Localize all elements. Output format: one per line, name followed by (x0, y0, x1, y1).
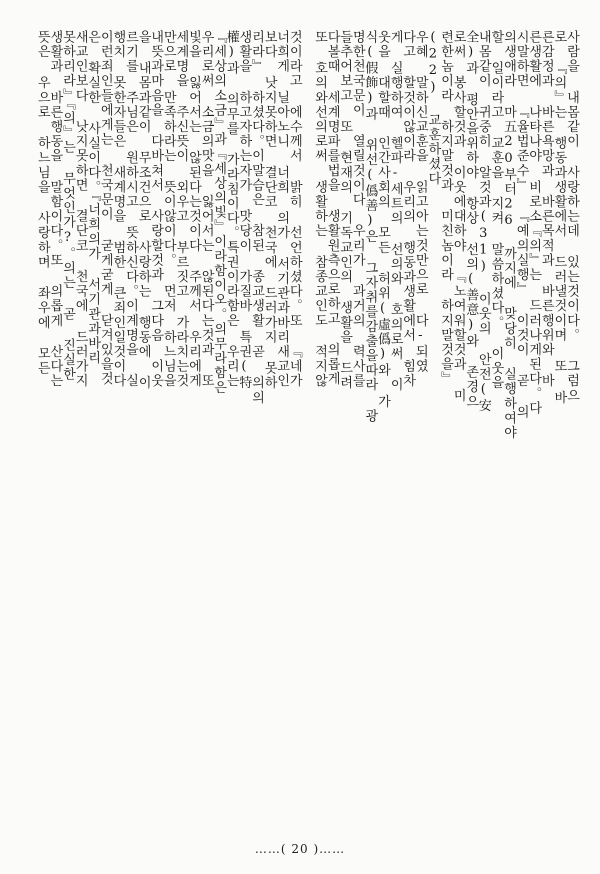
text-column: 너희게 닐아노니 너희 의가 서기관과바리새교인 (274, 30, 290, 389)
text-column: 세계명을 주신뜻이 외우고 부르짓고 가라치는것 (173, 30, 189, 389)
text-column: 을 내몸과같이 무조건으로 사랑하는 행동에 이 (135, 30, 151, 391)
text-column: 명한천국문이 열릴것이다 우리가 과거의 력사를 (349, 30, 365, 389)
text-column: 르기를 주님은 원하시고 뜻하신다。이계명을 실 (123, 30, 138, 389)
text-column: 할 일이라고 교훈을 지켜 말씀하셨다。 이웃을 (488, 30, 504, 391)
text-column: 우리로써 소금의맛을 잃어서는 않된다는것과 또 (198, 30, 214, 389)
text-column: 이런죄인들에게는 천국문이 굳게굳게 닫겨있을것 (97, 30, 113, 387)
text-column: 로 『의』는 행동과생활에서 드러낼것이며 또 바 (551, 30, 567, 405)
text-column: 은 확실한 사실이다。『너희의가 서기관과바리 (85, 30, 101, 366)
text-column: 빛을 잃어서는 않된다는것이다 주께서 우리에게 (186, 30, 201, 389)
text-column: 사람을 내몸같이 사랑하는데 있는것이다。 그럼으 (564, 30, 579, 403)
text-column: 보다 낫지못하면 결단코 천국에 드러가지 못하 (261, 30, 277, 391)
text-column: 행치 못한자들은 새계명을 범한 큰죄인일것이다 (110, 30, 126, 389)
text-column: 다볼때 세계명파를법을 생활원측으로하고 의롭게 (324, 30, 340, 387)
text-column: 權)과 의무를 가라침이다。특권이라함은 우리는 (223, 30, 239, 389)
text-column: 련한놈이라 하지말것과 미친놈이라 하지말것을』 (438, 30, 453, 387)
text-column: 들추어보고 또 현재의 기독교인의 생활을 드려 (337, 30, 353, 391)
text-column: 『세상의소금』과『세상의빛』이라함이오。의무라함은 (211, 30, 227, 395)
text-column: 내몸같이 귀중히 알것과(31) 이웃의 안전(安 (475, 30, 491, 413)
text-column: 내뜻과마음을 다바쳐서 사랑할것과 그다음 이웃 (148, 30, 164, 389)
text-column: 리라』 하셨다。이말슴은 참된 종교생활 곧 의의 (249, 30, 264, 405)
text-column: 른감정과 바른욕망과 바른목적과 바른행위와 바 (538, 30, 554, 389)
text-column: 못하리라』『의』는 무엇인가?。의는 곧 진실한 (60, 30, 75, 382)
text-column: 全)과 평안을위하야 항상 선의(善意)와 존경으 (463, 30, 479, 409)
text-column: 로써 봉사할것과 이웃에대하야 『노여워할것과 미 (450, 30, 466, 403)
text-column: 시말하면 『율법준수』 『예의실행』 이것이 곧 의 (513, 30, 529, 420)
text-column: 생활과 바른행동을 말함이다。또 의롭게 산다는 (47, 30, 63, 389)
text-column: 다고 할것이않이라 우리의 행동과생활에서 힘차 (400, 30, 416, 389)
text-column: 생활을 하고자하는자가 맛당이 가질바 특권(特 (236, 30, 252, 391)
text-column: 우혜 말하신교훈을 읽고아는것만으로 다-되였 (412, 30, 428, 374)
page-number: ……( 20 )…… (254, 842, 346, 856)
text-column: 웃을 대할때 인간사회의 모든 허위(虛僞)와 가 (375, 30, 390, 409)
text-column: 또 호의와선의로써 생활하는 참종교인도 적지않 (312, 30, 327, 389)
text-column: 른생활에 나타나야 비로소『의』는 드러나게된다。다 (526, 30, 542, 416)
text-column: (22) 교훈하셨다 (425, 30, 441, 186)
text-column: 만으로 만족하라는 뜻이않이다。 먼저 하느님을 (160, 30, 176, 389)
text-column: 뜻은 우으로 하느님을 사랑하며 좌우에 모든 (34, 30, 50, 376)
text-column: 것이라고 에수께서 밝히 선언하셨다。또 『네가 (286, 30, 302, 389)
text-column: 식(假飾)과 위선(僞善)은 그자취를감출을따라 광 (362, 30, 378, 424)
text-column: 새교인보다 낫지못하면 결단코 천국에 드러가지 (72, 30, 88, 389)
text-column: 의생애라 마五20부터26 까지에 맞당히 실행하여야 (501, 30, 516, 441)
text-column: 게 실행하여 헬파-세트의 선의와 호의로써 이 (387, 30, 403, 393)
